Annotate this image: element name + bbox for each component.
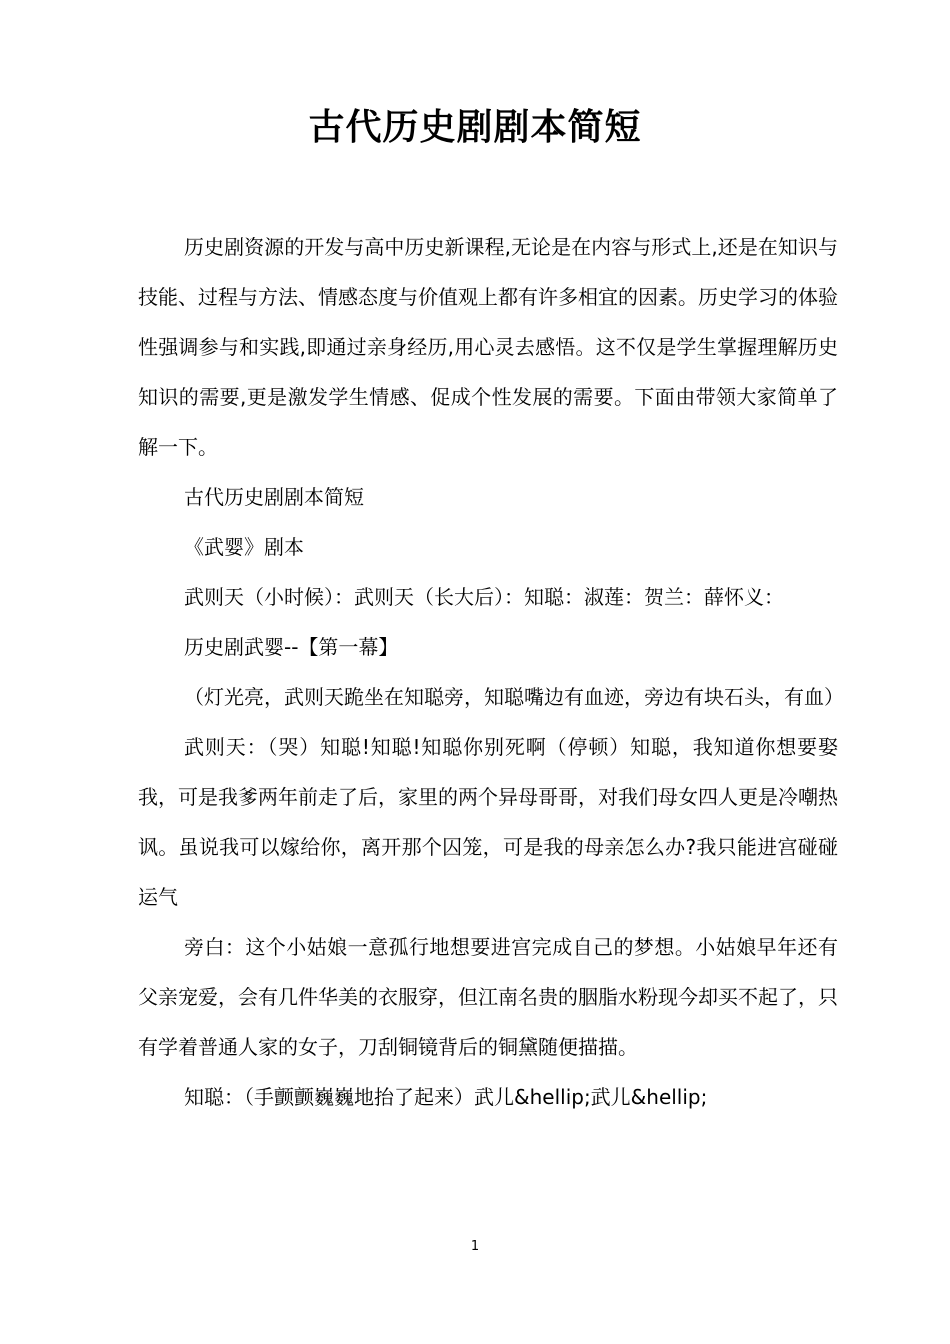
paragraph-narration: 旁白：这个小姑娘一意孤行地想要进宫完成自己的梦想。小姑娘早年还有父亲宠爱，会有几件华美的衣服穿，但江南名贵的胭脂水粉现今却买不起了，只有学着普通人家的女子，刀刮铜镜背后的铜黛随便描描。 (138, 935, 838, 1059)
paragraph-stage-direction: （灯光亮，武则天跪坐在知聪旁，知聪嘴边有血迹，旁边有块石头，有血） (184, 685, 844, 709)
paragraph-script-title: 《武婴》剧本 (184, 535, 304, 559)
paragraph-intro: 历史剧资源的开发与高中历史新课程,无论是在内容与形式上,还是在知识与技能、过程与方法、情感态度与价值观上都有许多相宜的因素。历史学习的体验性强调参与和实践,即通过亲身经历,用心灵去感悟。这不仅是学生掌握理解历史知识的需要,更是激发学生情感、促成个性发展的需要。下面由带领大家简单了解一下。 (138, 235, 838, 459)
paragraph-wu-zetian-line: 武则天：（哭）知聪!知聪!知聪你别死啊（停顿）知聪，我知道你想要娶我，可是我爹两年前走了后，家里的两个异母哥哥，对我们母女四人更是冷嘲热讽。虽说我可以嫁给你，离开那个囚笼，可是我的母亲怎么办?我只能进宫碰碰运气 (138, 735, 838, 909)
paragraph-heading: 古代历史剧剧本简短 (184, 485, 364, 509)
document-title: 古代历史剧剧本简短 (308, 107, 642, 148)
paragraph-zhicong-line: 知聪：（手颤颤巍巍地抬了起来）武儿&hellip;武儿&hellip; (184, 1085, 708, 1109)
page-number: 1 (470, 1239, 480, 1254)
document-body (138, 222, 844, 1122)
paragraph-act-one: 历史剧武婴--【第一幕】 (184, 635, 399, 659)
paragraph-cast: 武则天（小时候）：武则天（长大后）：知聪：淑莲：贺兰：薛怀义： (184, 585, 784, 609)
